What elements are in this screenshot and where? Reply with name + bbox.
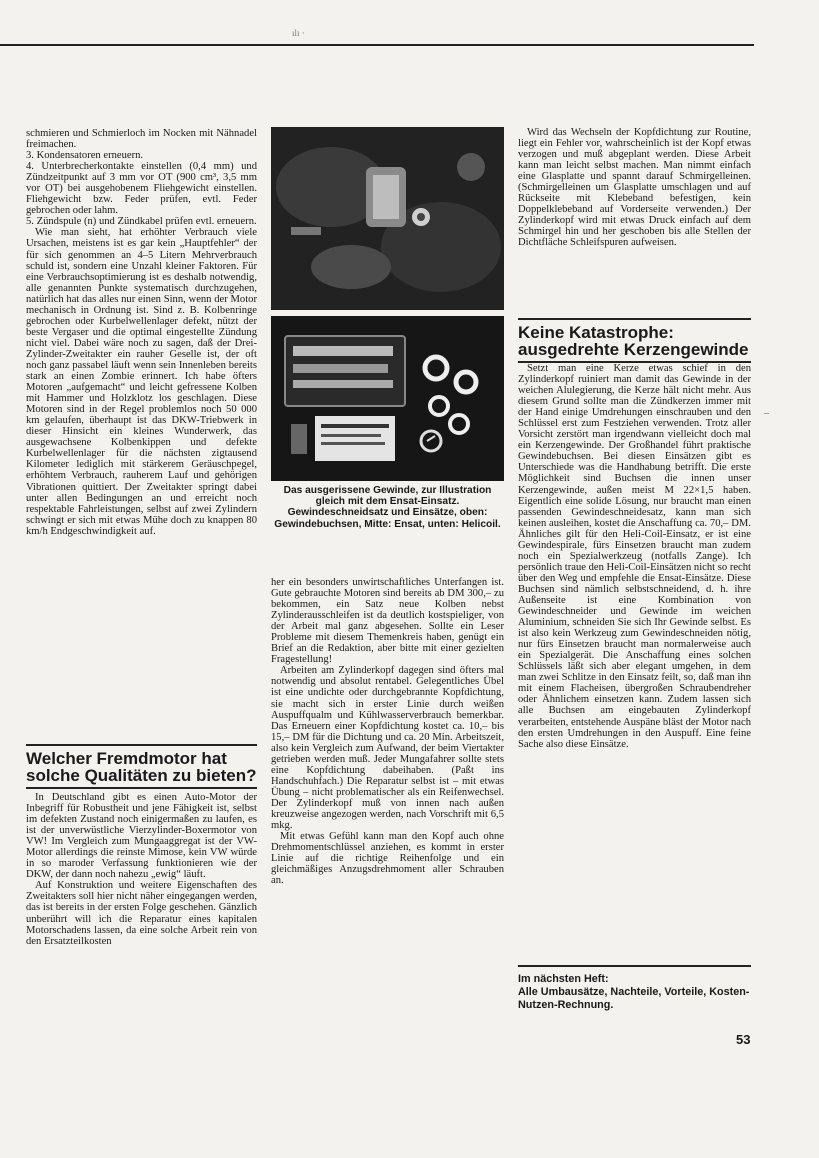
- list-item: 3. Kondensatoren erneuern.: [26, 150, 144, 162]
- paragraph: Mit etwas Gefühl kann man den Kopf auch ohne Drehmomentschlüssel anziehen, es kommt in erster Linie auf die richtige Reihenfolge und ein gleichmäßiges Anzugsdrehmoment aller Schrauben an.: [271, 831, 504, 887]
- column-2: [271, 577, 504, 886]
- page-number: 53: [736, 1032, 751, 1047]
- heading-text: Welcher Fremdmotor hat solche Qualitäten zu bieten?: [26, 749, 257, 785]
- paragraph: Arbeiten am Zylinderkopf dagegen sind öfters mal notwendig und absolut rentabel. Gelegentliches Übel ist eine undichte oder durchgebrannte Kopfdichtung, sie macht sich in erster Linie durch weißen Auspuffqualm und Kühlwasserverbrauch bemerkbar. Das Erneuern einer Kopfdichtung kostet ca. 10,– bis 15,– DM für die Dichtung und ca. 20 Min. Arbeitszeit, also kein Vergleich zum Aufwand, der beim Viertakter getrieben werden muß. Jeder Mungafahrer sollte stets eine Kopfdichtung dabeihaben. (Paßt ins Handschuhfach.) Die Reparatur selbst ist – mit etwas Übung – nicht problematischer als ein Reifenwechsel. Der Zylinderkopf muß von innen nach außen kreuzweise angezogen werden, nach Vorschrift mit 6,5 mkg.: [271, 665, 504, 832]
- engine-photo: [271, 127, 504, 310]
- column-3: [518, 127, 751, 249]
- paragraph: In Deutschland gibt es einen Auto-Motor der Inbegriff für Robustheit und jene Fähigkeit ist, selbst im defekten Zustand noch einigermaßen zu laufen, es ist der unverwüstliche Vierzylinder-Boxermotor von VW! Im Vergleich zum Mungaaggregat ist der VW-Motor allerdings die reinste Mimose, kein VW würde in so maroder Verfassung funktionieren wie der DKW, der dann noch nahezu „ewig“ läuft.: [26, 792, 257, 881]
- section-heading-fremdmotor: [26, 744, 257, 789]
- figure-caption: Das ausgerissene Gewinde, zur Illustration gleich mit dem Ensat-Einsatz. Gewindeschneidsatz und Einsätze, oben: Gewindebuchsen, Mitte: Ensat, unten: Helicoil.: [274, 485, 501, 530]
- column-1: [26, 128, 257, 537]
- next-issue-text: Alle Umbausätze, Nachteile, Vorteile, Kosten-Nutzen-Rechnung.: [518, 986, 750, 1011]
- header-mark: ılı ·: [292, 28, 305, 38]
- paragraph: Auf Konstruktion und weitere Eigenschaften des Zweitakters soll hier nicht näher eingegangen werden, das ist bereits in der ersten Folge geschehen. Gänzlich unberührt will ich die Reparatur eines kapitalen Motorschadens lassen, da eine solche Arbeit rein von den Ersatzteilkosten: [26, 880, 257, 947]
- next-issue-box: [518, 965, 751, 1012]
- paragraph: Setzt man eine Kerze etwas schief in den Zylinderkopf ruiniert man damit das Gewinde in der weichen Alulegierung, die Kerze hält nicht mehr. Aus diesem Grund sollte man die Zündkerzen immer mit der Hand einige Umdrehungen einschrauben und den Schlüssel erst zum Festziehen verwenden. Trotz aller Vorsicht zerstört man irgendwann vielleicht doch mal ein Kerzengewinde. Der Großhandel führt praktische Gewindebuchsen. Bei diesen Einsätzen gibt es Unterschiede was die Handhabung betrifft. Die erste Möglichkeit sind Buchsen die innen unser Kerzengewinde, außen meist M 22×1,5 haben. Eigentlich eine solide Lösung, nur braucht man einen passenden Gewindeschneidesatz, kann man sich keinen ausleihen, kostet die Anschaffung ca. 70,– DM. Ähnliches gilt für den Heli-Coil-Einsatz, er ist eine Gewindespirale, fürs Einsetzen braucht man zudem noch ein Spezialwerkzeug (notfalls Zange). Ich persönlich traue den Heli-Coil-Einsätzen nicht so recht über den Weg und empfehle die Ensat-Einsätze. Diese Buchsen sind nämlich selbstschneidend, d. h. ihre Außenseite ist eine Kombination von Gewindeschneider und Gewinde im weichen Aluminium, schneiden Sie sich Ihr Gewinde selbst. Es ist also kein Werkzeug zum Gewindeschneiden nötig, nur fürs Einsetzen braucht man normalerweise auch ein Spezialgerät. Die Anschaffung eines solchen Schlüssels läßt sich aber elegant umgehen, in dem man zwei Schlitze in den Einsatz feilt, so, daß man ihn mit einem Flacheisen, übergroßen Schraubendreher oder Ähnlichem einsetzen kann. Zudem lassen sich alle Buchsen am eingebauten Zylinderkopf verarbeiten, entstehende Auspäne bläst der Motor nach den ersten Umdrehungen in den Auspuff. Eine feine Sache also diese Einsätze.: [518, 363, 751, 750]
- list-item: 5. Zündspule (n) und Zündkabel prüfen evtl. erneuern.: [26, 216, 257, 228]
- thread-insert-photo: [271, 316, 504, 481]
- paragraph: Wie man sieht, hat erhöhter Verbrauch viele Ursachen, meistens ist es gar kein „Hauptfehler“ der für sich genommen an 4–5 Litern Mehrverbrauch schuld ist, sondern eine Unzahl kleiner Faktoren. Für eine Verbrauchsoptimierung ist es deshalb notwendig, alle genannten Punkte systematisch durchzugehen, natürlich hat das alles nur einen Sinn, wenn der Motor mechanisch in Ordnung ist. Sind z. B. Kolbenringe gebrochen oder Kurbelwellenlager defekt, nützt der beste Vergaser und die optimal eingestellte Zündung nicht viel. Dabei wäre noch zu sagen, daß der Drei-Zylinder-Zweitakter ein rauher Geselle ist, der oft noch ganz passabel läuft wenn sein Innenleben bereits stark an einen Zombie erinnert. Ich habe öfters Motoren „aufgemacht“ und leicht gefressene Kolben mit Hammer und Holzklotz los geschlagen. Diese Motoren sind in der Regel problemlos noch 50 000 km gelaufen, überhaupt ist das DKW-Triebwerk in dieser Hinsicht ein kleines Wunderwerk, das ausgewachsene Kolbenkippen und defekte Kurbelwellenlager für die nächsten zigtausend Kilometer lediglich mit stärkerem Geräuschpegel, erhöhtem Verbrauch, rauherem Lauf und gehörigen Vibrationen quittiert. Der Zweitakter springt dabei unter allen Bedingungen an und erreicht noch respektable Fahrleistungen, selbst auf zwei Zylindern schwingt er sich mit etwas Mühe doch zu knappen 80 km/h Endgeschwindigkeit auf.: [26, 227, 257, 537]
- list-item: 4. Unterbrecherkontakte einstellen (0,4 mm) und Zündzeitpunkt auf 3 mm vor OT (900 cm³, 3,5 mm vor OT) bei ausgehobenem Fliehgewicht einstellen. Fliehgewicht bzw. Feder prüfen, evtl. Feder gebrochen oder lahm.: [26, 161, 257, 217]
- paragraph: Wird das Wechseln der Kopfdichtung zur Routine, liegt ein Fehler vor, wahrscheinlich ist der Kopf etwas verzogen und muß abgeplant werden. Diese Arbeit kann man leicht selbst machen. Man nimmt einfach eine Glasplatte und spannt darauf Schmirgelleinen. (Schmirgelleinen um Glasplatte umschlagen und auf Rückseite mit Klebeband befestigen, kein Doppelklebeband auf Vorderseite verwenden.) Der Zylinderkopf wird mit etwas Druck einfach auf dem Schmirgel hin und her geschoben bis alle Stellen der Dichtfläche Schleifspuren aufweisen.: [518, 127, 751, 249]
- column-3-continued: [518, 363, 751, 750]
- heading-rule: [26, 787, 257, 789]
- heading-text: Keine Katastrophe: ausgedrehte Kerzengewinde: [518, 323, 749, 359]
- top-rule: [0, 44, 754, 46]
- margin-dash: –: [764, 408, 769, 419]
- paragraph: schmieren und Schmierloch im Nocken mit Nähnadel freimachen.: [26, 128, 257, 151]
- column-1-continued: [26, 792, 257, 947]
- box-rule: [518, 965, 751, 967]
- next-issue-title: Im nächsten Heft:: [518, 973, 609, 985]
- paragraph: her ein besonders unwirtschaftliches Unterfangen ist. Gute gebrauchte Motoren sind bereits ab DM 300,– zu bekommen, ein Satz neue Kolben nebst Zylinderausschleifen ist da deutlich kostspieliger, von der Arbeit mal ganz abgesehen. Sollte ein Leser Probleme mit diesem Themenkreis haben, genügt ein Brief an die Redaktion, aber bitte mit einer gezielten Fragestellung!: [271, 577, 504, 666]
- section-heading-kerzengewinde: [518, 318, 751, 363]
